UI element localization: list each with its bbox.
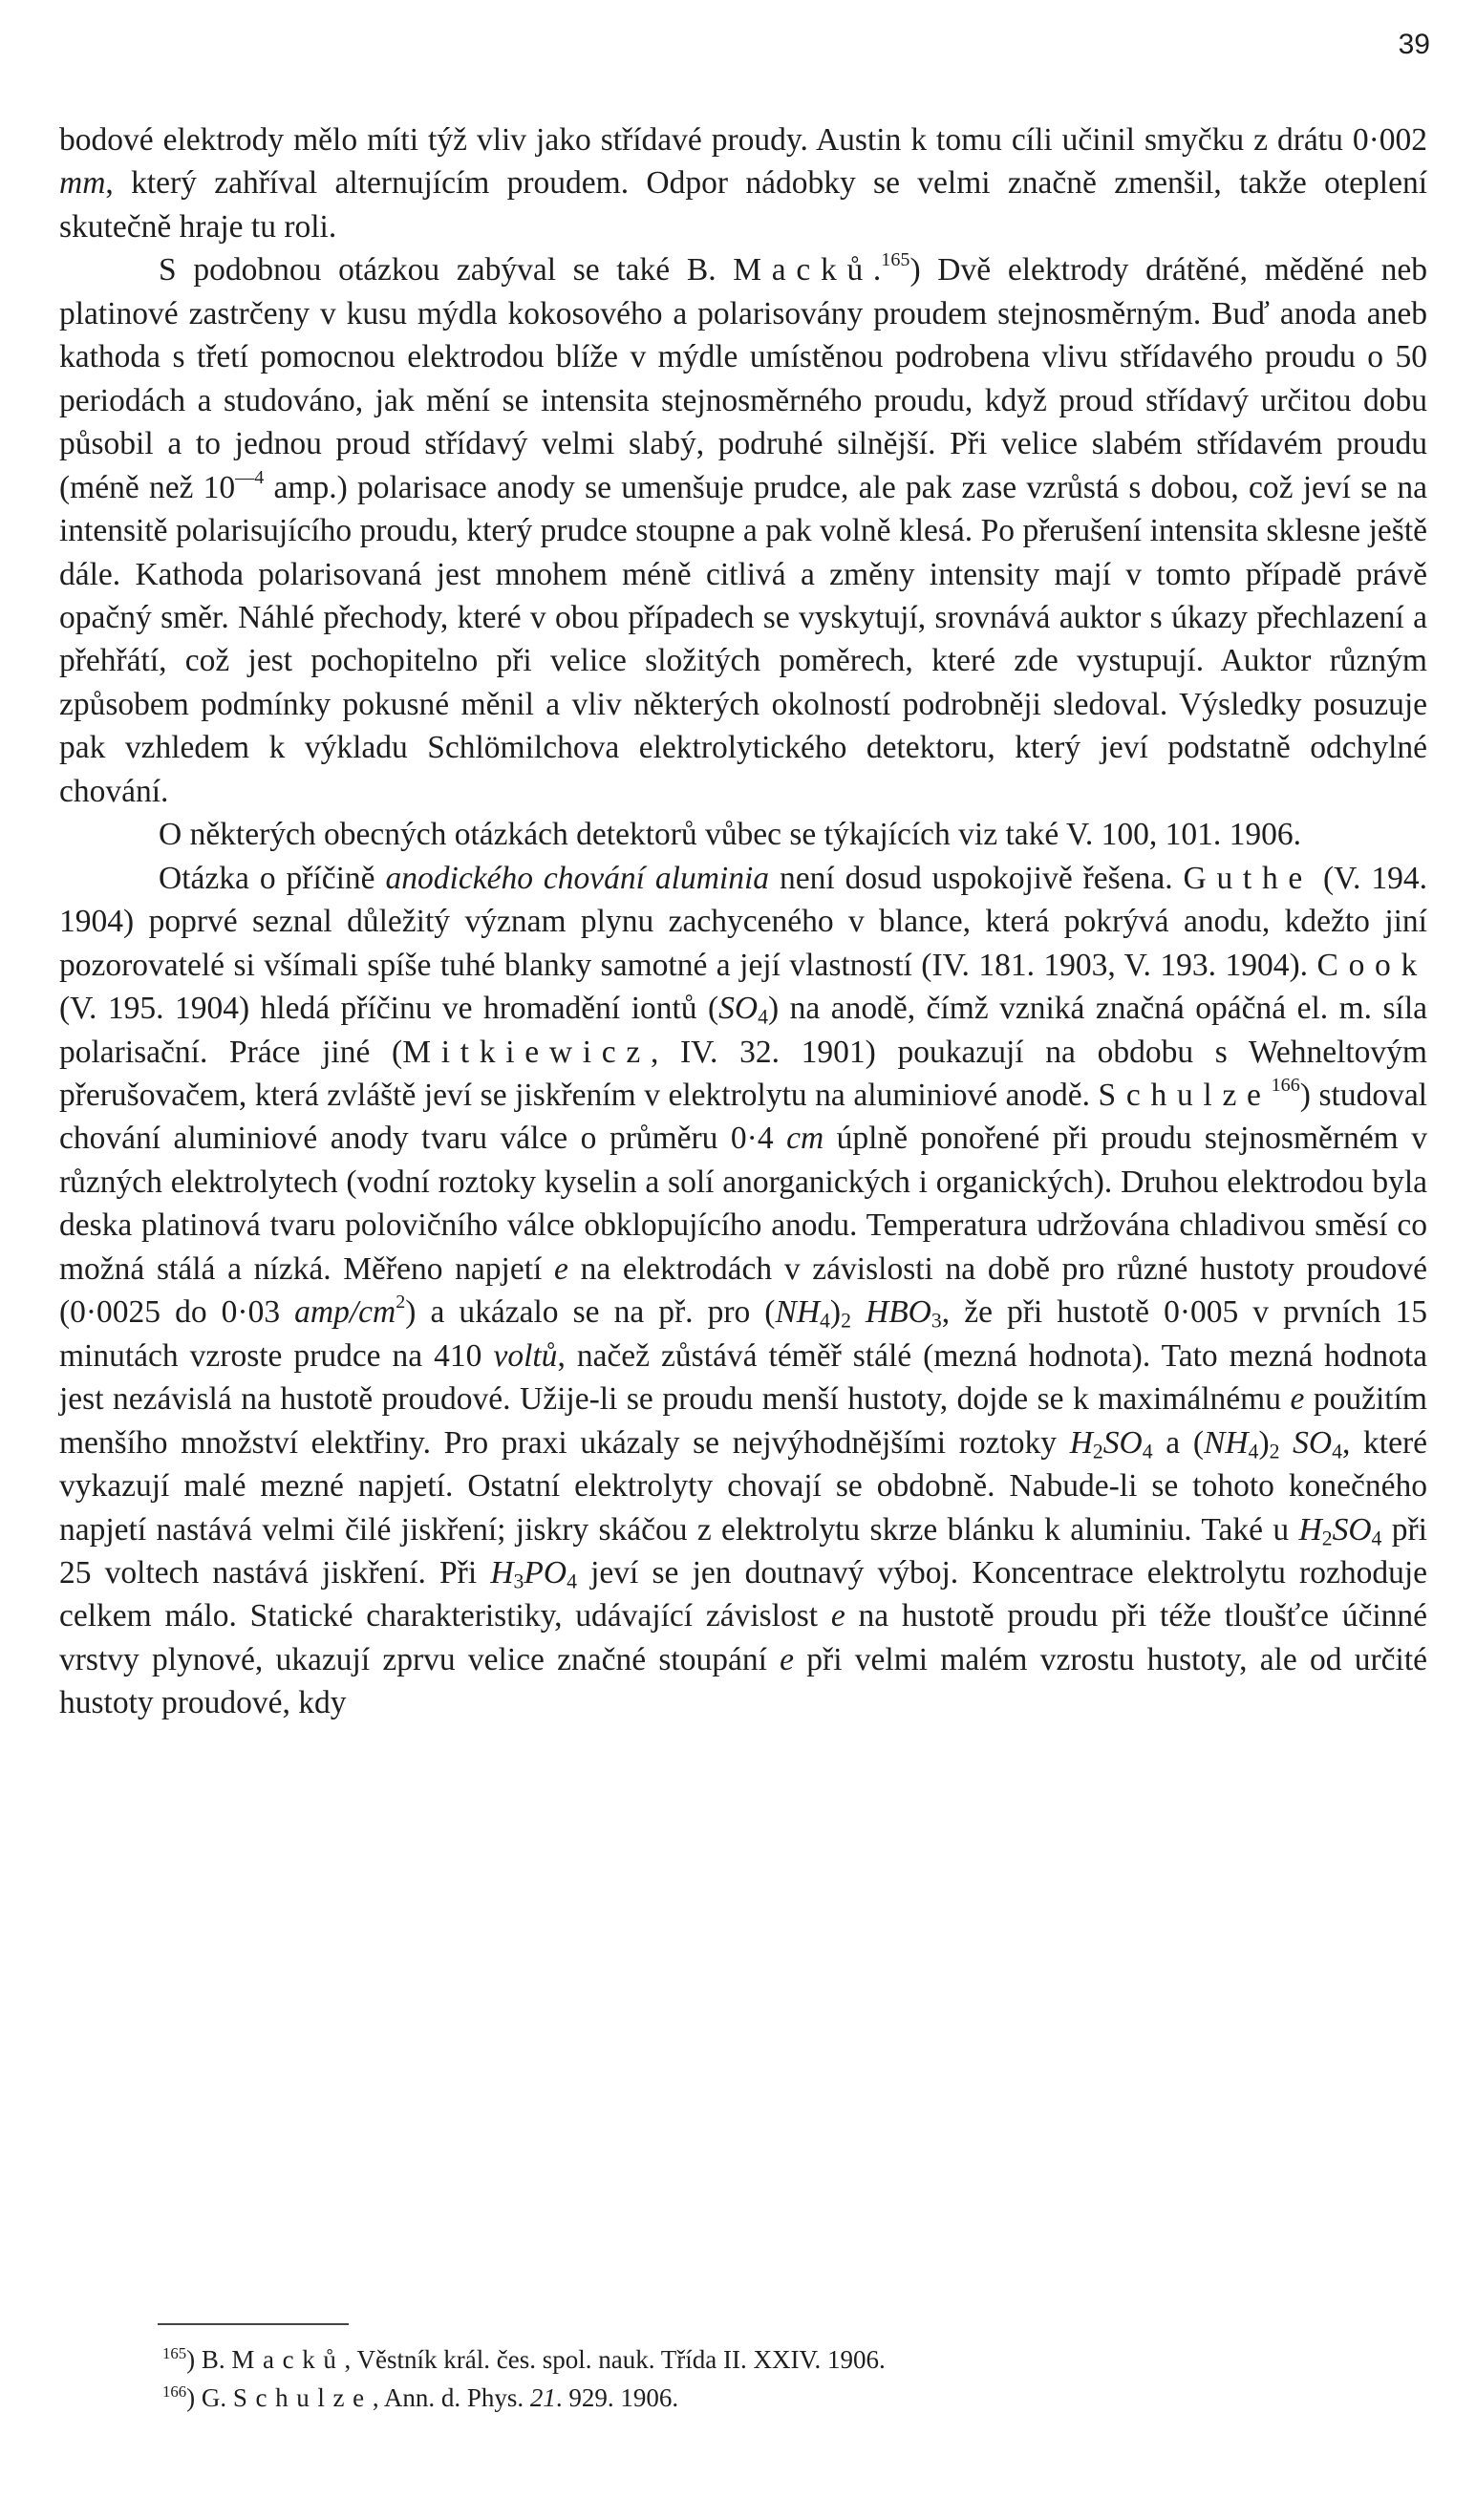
text-segment: 21 xyxy=(529,2383,556,2412)
text-segment: 166 xyxy=(1271,1074,1300,1096)
text-segment: , které vykazují malé mezné napjetí. Ostatní elektrolyty chovají se obdobně. Nabude-li se tohoto konečného napjetí nastává velmi čilé jiskření; jiskry skáčou z elektrolytu skrze blánku k aluminiu. Také u xyxy=(59,1424,1427,1548)
text-segment: a ( xyxy=(1152,1424,1204,1461)
text-segment: 2 xyxy=(1321,1526,1333,1549)
text-segment: 4 xyxy=(1371,1526,1382,1549)
text-segment: (V. 194. 1904) poprvé seznal důležitý význam plynu zachyceného v blance, která pokrývá anodu, kdežto jiní pozorovatelé si všímali spíše tuhé blanky samotné a její vlastností (IV. 181. 1903, V. 193. 1904). xyxy=(59,860,1427,983)
text-segment: , že při hustotě 0·005 v prvních 15 minutách vzroste prudce na 410 xyxy=(59,1294,1428,1374)
text-segment: H xyxy=(1298,1511,1322,1548)
text-segment: Mitkiewicz xyxy=(402,1034,651,1070)
text-segment: úplně ponořené při proudu stejnosměrném v různých elektrolytech (vodní roztoky kyselin a solí anorganických i organických). Druhou elektrodou byla deska platinová tvaru polovičního válce obklopujícího anodu. Temperatura udržována chladivou směsí co možná stálá a nízká. Měřeno napjetí xyxy=(59,1121,1427,1287)
text-segment: ) G. xyxy=(186,2383,233,2412)
text-segment: použitím menšího množství elektřiny. Pro praxi ukázaly se nejvýhodnějšími roztoky xyxy=(59,1381,1427,1461)
text-segment xyxy=(851,1294,866,1330)
page-number: 39 xyxy=(1398,29,1430,60)
text-segment: 3 xyxy=(513,1570,524,1593)
footnote-number: 165 xyxy=(162,2343,187,2362)
text-segment: 165 xyxy=(881,249,910,271)
text-segment: . 929. 1906. xyxy=(555,2383,679,2412)
text-segment: e xyxy=(554,1250,568,1287)
text-segment: voltů xyxy=(493,1337,558,1374)
text-segment: 4 xyxy=(567,1570,577,1593)
text-segment: cm xyxy=(786,1121,824,1157)
text-segment: Otázka o příčině xyxy=(159,860,386,896)
text-segment: 2 xyxy=(841,1309,851,1333)
text-segment: SO xyxy=(1293,1424,1333,1461)
text-segment: 2 xyxy=(1269,1440,1280,1463)
text-segment: při 25 voltech nastává jiskření. Při xyxy=(59,1511,1427,1591)
text-segment: 4 xyxy=(1332,1440,1342,1463)
paragraph xyxy=(59,118,1427,248)
text-segment: H xyxy=(490,1554,514,1591)
text-segment: SO xyxy=(1332,1511,1372,1548)
text-segment: SO xyxy=(1102,1424,1143,1461)
text-segment: amp.) polarisace anody se umenšuje prudce, ale pak zase vzrůstá s dobou, což jeví se na intensitě polarisujícího proudu, který prudce stoupne a pak volně klesá. Po přerušení intensita sklesne ještě dále. Kathoda polarisovaná jest mnohem méně citlivá a změny intensity mají v tomto případě právě opačný směr. Náhlé přechody, které v obou případech se vyskytují, srovnává auktor s úkazy přechlazení a přehřátí, což jest pochopitelno při velice složitých poměrech, které zde vystupují. Auktor různým způsobem podmínky pokusné měnil a vliv některých okolností podrobněji sledoval. Výsledky posuzuje pak vzhledem k výkladu Schlömilchova elektrolytického detektoru, který jeví podstatně odchylné chování. xyxy=(59,469,1427,809)
paragraph xyxy=(59,857,1427,1725)
text-segment: Schulze xyxy=(232,2383,373,2412)
text-segment: ) xyxy=(1258,1424,1270,1461)
text-segment: jeví se jen doutnavý výboj. Koncentrace elektrolytu rozhoduje celkem málo. Statické charakteristiky, udávající závislost xyxy=(59,1554,1427,1634)
text-segment: O některých obecných otázkách detektorů vůbec se týkajících viz také V. 100, 101. 1906. xyxy=(159,817,1302,853)
body-text xyxy=(59,118,1427,1725)
footnote-divider xyxy=(158,2323,349,2325)
text-segment: ) na anodě, čímž vzniká značná opáčná el. m. síla polarisační. Práce jiné ( xyxy=(59,991,1427,1070)
text-segment: e xyxy=(780,1641,795,1677)
text-segment: bodové elektrody mělo míti týž vliv jako střídavé proudy. Austin k tomu cíli učinil smyčku z drátu 0·002 xyxy=(59,122,1427,158)
text-segment: , Věstník král. čes. spol. nauk. Třída II. XXIV. 1906. xyxy=(344,2345,886,2374)
footnotes xyxy=(162,2340,1404,2417)
footnote-number: 166 xyxy=(162,2381,187,2401)
text-segment: na hustotě proudu při téže tloušťce účinné vrstvy plynové, ukazují zprvu velice značné stoupání xyxy=(59,1598,1427,1677)
text-segment: 2 xyxy=(1092,1440,1103,1463)
footnote xyxy=(162,2379,1404,2417)
text-segment: ) studoval chování aluminiové anody tvaru válce o průměru 0·4 xyxy=(59,1077,1427,1157)
text-segment xyxy=(1279,1425,1293,1461)
text-segment: 4 xyxy=(820,1309,830,1333)
text-segment: Cook xyxy=(1316,947,1427,983)
text-segment: 4 xyxy=(1142,1440,1153,1463)
text-segment: S podobnou otázkou zabýval se také B. xyxy=(159,252,734,288)
text-segment: . xyxy=(872,252,882,288)
text-segment: NH xyxy=(775,1294,821,1331)
text-segment: HBO xyxy=(866,1294,931,1331)
text-segment: při velmi malém vzrostu hustoty, ale od určité hustoty proudové, kdy xyxy=(59,1641,1428,1721)
text-segment: , IV. 32. 1901) poukazují na obdobu s Wehneltovým přerušovačem, která zvláště jeví se jiskřením v elektrolytu na aluminiové anodě. xyxy=(59,1034,1427,1113)
text-segment: 4 xyxy=(1248,1440,1259,1463)
text-segment: (V. 195. 1904) hledá příčinu ve hromadění iontů ( xyxy=(59,991,719,1027)
text-segment: 4 xyxy=(758,1005,769,1029)
text-segment: H xyxy=(1069,1424,1093,1461)
text-segment: 2 xyxy=(396,1292,406,1313)
text-segment: PO xyxy=(524,1554,567,1591)
text-segment: , načež zůstává téměř stálé (mezná hodnota). Tato mezná hodnota jest nezávislá na hustotě proudové. Užije-li se proudu menší hustoty, dojde se k maximálnému xyxy=(59,1337,1427,1418)
text-segment: —4 xyxy=(235,466,265,488)
text-segment: mm xyxy=(59,165,106,202)
text-segment: ) B. xyxy=(186,2345,232,2374)
text-segment: ) a ukázalo se na př. pro ( xyxy=(405,1294,776,1331)
text-segment: anodického chování aluminia xyxy=(385,860,770,896)
text-segment: , Ann. d. Phys. xyxy=(372,2383,530,2412)
text-segment: SO xyxy=(718,991,759,1027)
text-segment: na elektrodách v závislosti na době pro různé hustoty proudové (0·0025 do 0·03 xyxy=(59,1250,1427,1331)
paragraph xyxy=(59,813,1427,856)
text-segment: NH xyxy=(1204,1424,1249,1461)
text-segment: Macků xyxy=(733,252,873,288)
text-segment: Guthe xyxy=(1183,860,1314,896)
text-segment: 3 xyxy=(931,1309,942,1333)
text-segment: e xyxy=(830,1598,845,1634)
text-segment: , který zahříval alternujícím proudem. Odpor nádobky se velmi značně zmenšil, takže oteplení skutečně hraje tu roli. xyxy=(59,165,1427,245)
text-segment: ) xyxy=(829,1294,842,1331)
text-segment: amp/cm xyxy=(294,1294,396,1331)
text-segment: Schulze xyxy=(1098,1077,1272,1113)
text-segment: e xyxy=(1290,1381,1305,1418)
text-segment: Macků xyxy=(231,2345,345,2374)
text-segment: není dosud uspokojivě řešena. xyxy=(769,860,1184,896)
footnote xyxy=(162,2340,1404,2379)
paragraph xyxy=(59,248,1427,813)
text-segment: ) Dvě elektrody drátěné, měděné neb platinové zastrčeny v kusu mýdla kokosového a polarisovány proudem stejnosměrným. Buď anoda aneb kathoda s třetí pomocnou elektrodou blíže v mýdle umístěnou podrobena vlivu střídavého proudu o 50 periodách a studováno, jak mění se intensita stejnosměrného proudu, když proud střídavý určitou dobu působil a to jednou proud střídavý velmi slabý, podruhé silnější. Při velice slabém střídavém proudu (méně než 10 xyxy=(59,252,1427,505)
